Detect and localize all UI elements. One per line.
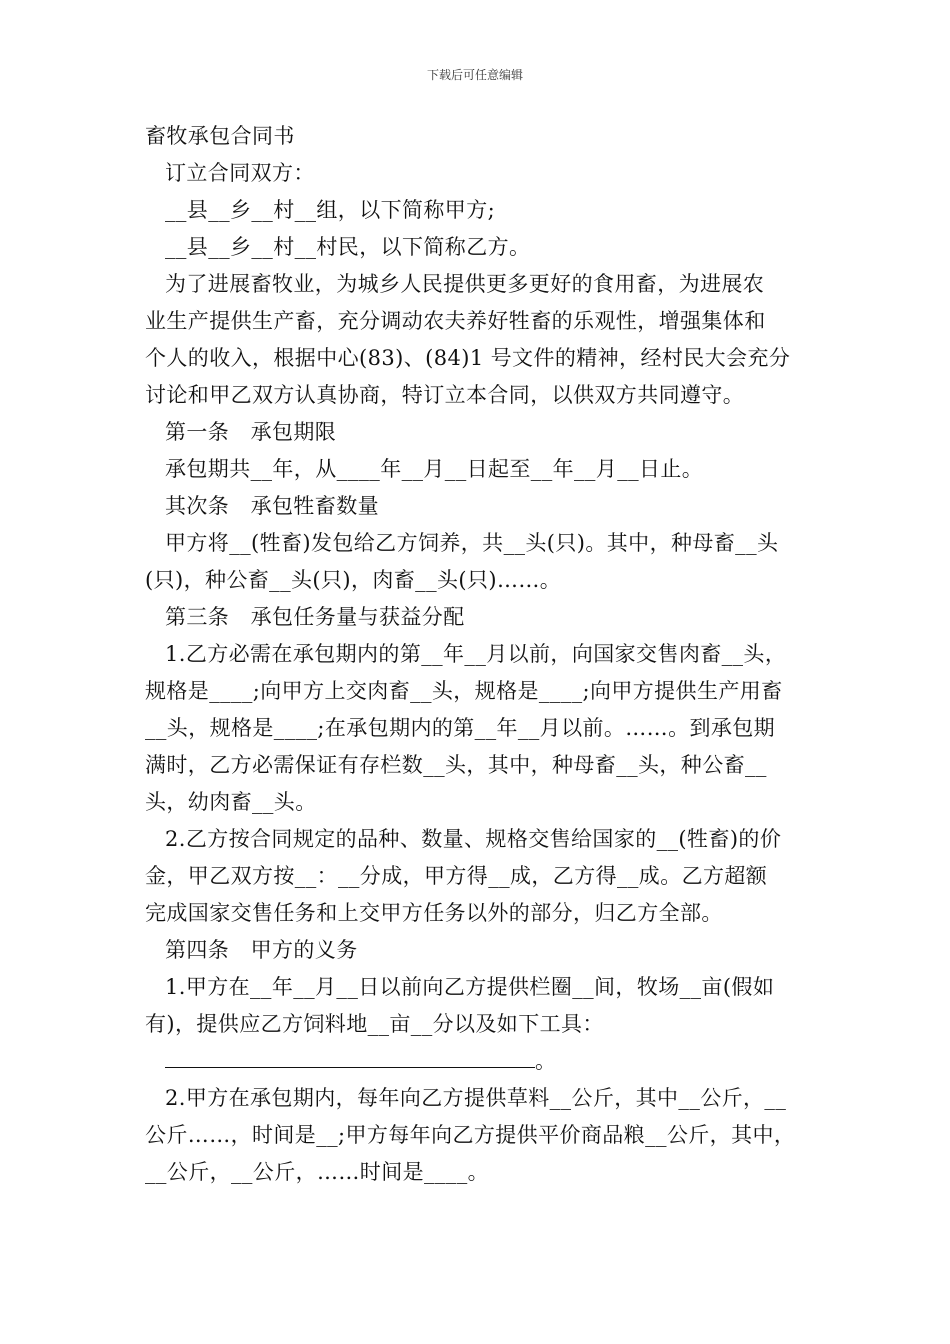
paragraph-line: 1.甲方在__年__月__日以前向乙方提供栏圈__间，牧场__亩(假如 xyxy=(165,975,775,999)
paragraph-line: 个人的收入，根据中心(83)、(84)1 号文件的精神，经村民大会充分 xyxy=(145,346,791,370)
document-body xyxy=(145,118,817,1191)
paragraph-line: 订立合同双方： xyxy=(165,161,315,185)
paragraph-line: __县__乡__村__组，以下简称甲方; xyxy=(165,198,496,222)
paragraph-line: (只)，种公畜__头(只)，肉畜__头(只)……。 xyxy=(145,568,562,592)
paragraph-line: 承包期共__年，从____年__月__日起至__年__月__日止。 xyxy=(165,457,704,481)
section-heading: 第四条 甲方的义务 xyxy=(165,938,358,962)
blank-line-period: 。 xyxy=(535,1049,557,1073)
section-heading: 第三条 承包任务量与获益分配 xyxy=(165,605,465,629)
paragraph-line: 有)，提供应乙方饲料地__亩__分以及如下工具： xyxy=(145,1012,604,1036)
paragraph-line: 2.乙方按合同规定的品种、数量、规格交售给国家的__(牲畜)的价 xyxy=(165,827,782,851)
paragraph-line: 为了进展畜牧业，为城乡人民提供更多更好的食用畜，为进展农 xyxy=(165,272,765,296)
section-heading: 第一条 承包期限 xyxy=(165,420,337,444)
paragraph-line: 业生产提供生产畜，充分调动农夫养好牲畜的乐观性，增强集体和 xyxy=(145,309,766,333)
fill-in-underline xyxy=(165,1045,535,1068)
paragraph-line: 讨论和甲乙双方认真协商，特订立本合同，以供双方共同遵守。 xyxy=(145,383,745,407)
tools-blank-line xyxy=(145,1043,817,1080)
paragraph-line: 满时，乙方必需保证有存栏数__头，其中，种母畜__头，种公畜__ xyxy=(145,753,767,777)
paragraph-line: 2.甲方在承包期内，每年向乙方提供草料__公斤，其中__公斤，__ xyxy=(165,1086,787,1110)
paragraph-line: 金，甲乙双方按__：__分成，甲方得__成，乙方得__成。乙方超额 xyxy=(145,864,768,888)
paragraph-line: __头，规格是____;在承包期内的第__年__月以前。……。到承包期 xyxy=(145,716,776,740)
paragraph-line: 甲方将__(牲畜)发包给乙方饲养，共__头(只)。其中，种母畜__头 xyxy=(165,531,779,555)
page-header: 下载后可任意编辑 xyxy=(426,68,523,82)
document-title: 畜牧承包合同书 xyxy=(145,124,295,148)
paragraph-line: __公斤，__公斤，……时间是____。 xyxy=(145,1160,489,1184)
section-heading: 其次条 承包牲畜数量 xyxy=(165,494,379,518)
paragraph-line: 规格是____;向甲方上交肉畜__头，规格是____;向甲方提供生产用畜 xyxy=(145,679,783,703)
paragraph-line: 头，幼肉畜__头。 xyxy=(145,790,317,814)
paragraph-line: __县__乡__村__村民，以下简称乙方。 xyxy=(165,235,531,259)
paragraph-line: 公斤……，时间是__;甲方每年向乙方提供平价商品粮__公斤，其中， xyxy=(145,1123,796,1147)
paragraph-line: 完成国家交售任务和上交甲方任务以外的部分，归乙方全部。 xyxy=(145,901,723,925)
paragraph-line: 1.乙方必需在承包期内的第__年__月以前，向国家交售肉畜__头， xyxy=(165,642,787,666)
